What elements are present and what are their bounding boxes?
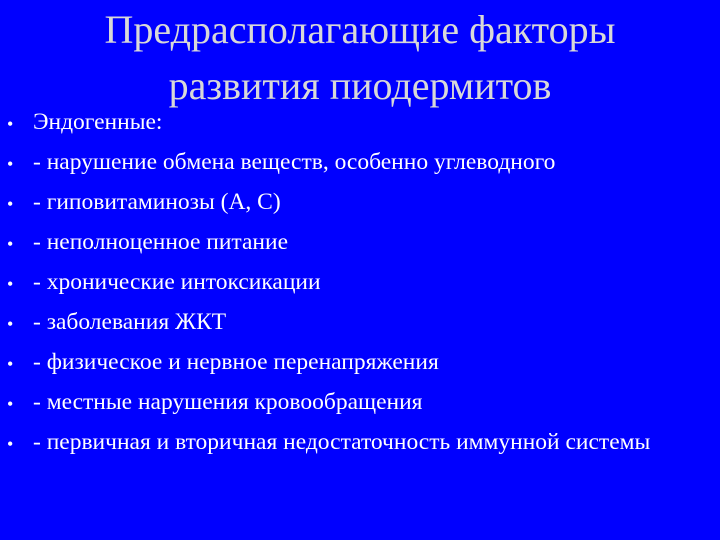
bullet-icon: • xyxy=(7,434,14,454)
bullet-icon: • xyxy=(7,354,14,374)
title-line-2: развития пиодермитов xyxy=(168,63,552,108)
list-item-text: - нарушение обмена веществ, особенно углеводного xyxy=(33,149,556,175)
bullet-icon: • xyxy=(7,114,14,134)
list-item xyxy=(0,148,720,188)
slide-title xyxy=(30,2,690,114)
bullet-icon: • xyxy=(7,274,14,294)
list-item-text: - местные нарушения кровообращения xyxy=(33,389,423,415)
list-item-text: - заболевания ЖКТ xyxy=(33,309,227,335)
list-item xyxy=(0,228,720,268)
list-item-text: - неполноценное питание xyxy=(33,229,289,255)
list-item-text: - физическое и нервное перенапряжения xyxy=(33,349,439,375)
list-item xyxy=(0,268,720,308)
list-item xyxy=(0,308,720,348)
list-item xyxy=(0,108,720,148)
list-item-text: - первичная и вторичная недостаточность иммунной системы xyxy=(33,429,651,455)
bullet-icon: • xyxy=(7,234,14,254)
list-item-text: - хронические интоксикации xyxy=(33,269,321,295)
bullet-icon: • xyxy=(7,154,14,174)
title-line-1: Предрасполагающие факторы xyxy=(104,7,616,52)
list-item xyxy=(0,388,720,428)
list-item-text: Эндогенные: xyxy=(33,109,163,135)
bullet-list xyxy=(0,108,720,457)
list-item xyxy=(0,188,720,228)
list-item xyxy=(0,348,720,388)
list-item xyxy=(0,428,720,457)
list-item-text: - гиповитаминозы (А, С) xyxy=(33,189,281,215)
bullet-icon: • xyxy=(7,314,14,334)
bullet-icon: • xyxy=(7,394,14,414)
bullet-icon: • xyxy=(7,194,14,214)
